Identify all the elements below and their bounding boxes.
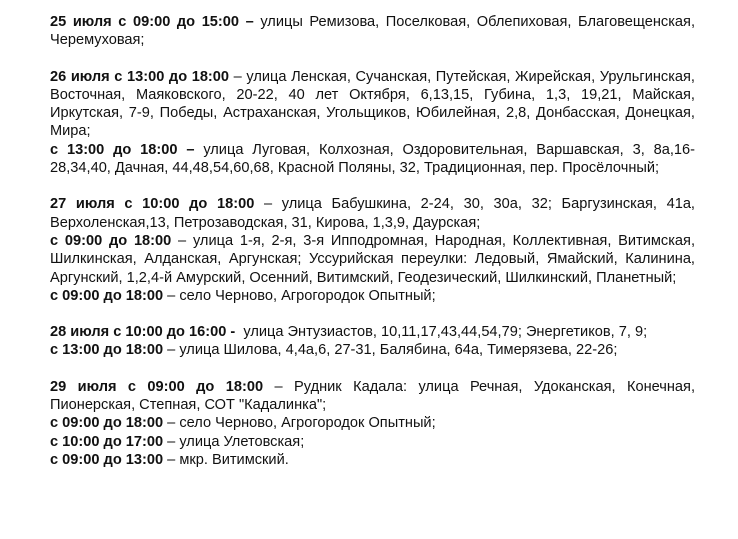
schedule-entry bbox=[50, 414, 695, 432]
schedule-block-jul-25 bbox=[50, 13, 695, 50]
paragraph-gap bbox=[50, 360, 695, 378]
schedule-time: с 09:00 до 13:00 bbox=[50, 451, 164, 468]
schedule-entry bbox=[50, 378, 695, 415]
schedule-time: с 09:00 до 18:00 bbox=[50, 415, 164, 432]
schedule-time: с 13:00 до 18:00 bbox=[50, 342, 164, 359]
schedule-time: 29 июля с 09:00 до 18:00 bbox=[50, 378, 264, 395]
schedule-entry bbox=[50, 232, 695, 287]
schedule-entry bbox=[50, 433, 695, 451]
schedule-streets: – Рудник Кадала: улица Речная, Удоканская, Конечная, Пионерская, Степная, СОТ "Кадалинка"; bbox=[50, 378, 696, 414]
schedule-streets: – село Черново, Агрогородок Опытный; bbox=[163, 415, 436, 432]
paragraph-gap bbox=[50, 177, 695, 195]
schedule-streets: – улица 1-я, 2-я, 3-я Ипподромная, Народная, Коллективная, Витимская, Шилкинская, Алданская, Аргунская; Уссурийская переулки: Ледовый, Ямайский, Калинина, Аргунский, 1,2,4-й Амурский, Осенний, Витимский, Геодезический, Шилкинский, Планетный; bbox=[50, 232, 695, 286]
schedule-block-jul-29 bbox=[50, 378, 695, 469]
paragraph-gap bbox=[50, 50, 695, 68]
schedule-streets: – село Черново, Агрогородок Опытный; bbox=[163, 287, 436, 304]
schedule-block-jul-26 bbox=[50, 68, 695, 178]
schedule-entry bbox=[50, 451, 695, 469]
schedule-time: с 13:00 до 18:00 – bbox=[50, 141, 195, 158]
schedule-block-jul-27 bbox=[50, 195, 695, 305]
schedule-time: с 09:00 до 18:00 bbox=[50, 232, 172, 249]
schedule-block-jul-28 bbox=[50, 323, 695, 360]
schedule-streets: – улица Бабушкина, 2-24, 30, 30а, 32; Баргузинская, 41а, Верхоленская,13, Петрозаводская, 31, Кирова, 1,3,9, Даурская; bbox=[50, 196, 695, 231]
schedule-streets: – мкр. Витимский. bbox=[163, 451, 289, 468]
paragraph-gap bbox=[50, 305, 695, 323]
schedule-entry bbox=[50, 141, 695, 178]
schedule-time: 27 июля с 10:00 до 18:00 bbox=[50, 196, 255, 213]
schedule-entry bbox=[50, 68, 695, 141]
schedule-streets: – улица Шилова, 4,4а,6, 27-31, Балябина, 64а, Тимерязева, 22-26; bbox=[163, 342, 618, 359]
schedule-time: 26 июля с 13:00 до 18:00 bbox=[50, 68, 230, 85]
schedule-streets: улицы Ремизова, Поселковая, Облепиховая, Благовещенская, Черемуховая; bbox=[50, 14, 695, 49]
schedule-entry bbox=[50, 323, 695, 341]
schedule-entry bbox=[50, 195, 695, 232]
schedule-time: 25 июля с 09:00 до 15:00 – bbox=[50, 14, 254, 30]
schedule-entry bbox=[50, 13, 695, 50]
schedule-entry bbox=[50, 341, 695, 359]
schedule-streets: улица Луговая, Колхозная, Оздоровительная, Варшавская, 3, 8а,16-28,34,40, Дачная, 44,48,54,60,68, Красной Поляны, 32, Традиционная, пер. Просёлочный; bbox=[50, 141, 695, 177]
schedule-streets: улица Энтузиастов, 10,11,17,43,44,54,79; Энергетиков, 7, 9; bbox=[235, 324, 648, 341]
schedule-time: с 10:00 до 17:00 bbox=[50, 433, 164, 450]
schedule-time: 28 июля с 10:00 до 16:00 - bbox=[50, 324, 236, 341]
schedule-streets: – улица Ленская, Сучанская, Путейская, Жирейская, Урульгинская, Восточная, Маяковского, 20-22, 40 лет Октября, 6,13,15, Губина, 1,3, 19,21, Майская, Иркутская, 7-9, Победы, Астраханская, Угольщиков, Юбилейная, 2,8, Донбасская, Донецкая, Мира; bbox=[50, 68, 695, 140]
schedule-entry bbox=[50, 287, 695, 305]
schedule-streets: – улица Улетовская; bbox=[163, 433, 305, 450]
schedule-time: с 09:00 до 18:00 bbox=[50, 287, 164, 304]
